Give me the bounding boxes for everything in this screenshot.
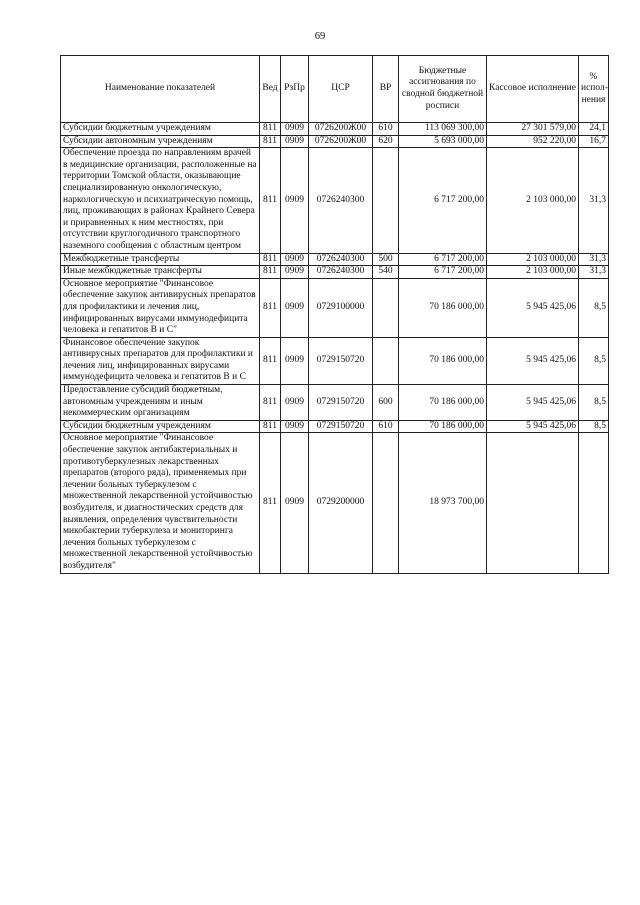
cell-budget: 6 717 200,00	[399, 253, 487, 266]
page-number: 69	[314, 31, 326, 42]
header-budget-allocations: Бюджетные ассигнования по сводной бюджетной росписи	[399, 56, 487, 123]
cell-vr: 610	[373, 420, 399, 433]
cell-csr: 0729200000	[309, 433, 373, 573]
cell-vr	[373, 337, 399, 384]
cell-vr: 620	[373, 135, 399, 148]
cell-ved: 811	[260, 337, 281, 384]
cell-budget: 6 717 200,00	[399, 148, 487, 253]
cell-csr: 0726200Ж00	[309, 123, 373, 136]
table-row	[61, 266, 609, 279]
header-vr: ВР	[373, 56, 399, 123]
cell-pct: 8,5	[579, 337, 609, 384]
cell-ved: 811	[260, 135, 281, 148]
cell-cash: 5 945 425,06	[487, 337, 579, 384]
cell-csr: 0726240300	[309, 253, 373, 266]
cell-ved: 811	[260, 266, 281, 279]
cell-rzpr: 0909	[281, 420, 309, 433]
cell-name: Финансовое обеспечение закупок антивирусных препаратов для профилактики и лечения лиц, инфицированных вирусами иммунодефицита человека и гепатитов В и С	[61, 337, 260, 384]
cell-pct: 8,5	[579, 385, 609, 421]
cell-ved: 811	[260, 420, 281, 433]
header-name: Наименование показателей	[61, 56, 260, 123]
cell-pct: 16,7	[579, 135, 609, 148]
table-row	[61, 253, 609, 266]
cell-cash: 27 301 579,00	[487, 123, 579, 136]
cell-name: Обеспечение проезда по направлениям врачей в медицинские организации, расположенные на территории Томской области, оказывающие специализированную онкологическую, наркологическую и психиатрическую помощь, лиц, проживающих в районах Крайнего Севера и приравненных к ним местностях, при отсутствии круглогодичного транспортного наземного сообщения с областным центром	[61, 148, 260, 253]
cell-pct	[579, 433, 609, 573]
cell-rzpr: 0909	[281, 385, 309, 421]
cell-pct: 24,1	[579, 123, 609, 136]
cell-ved: 811	[260, 123, 281, 136]
budget-execution-table	[60, 55, 609, 574]
cell-vr	[373, 278, 399, 337]
cell-csr: 0729100000	[309, 278, 373, 337]
cell-pct: 8,5	[579, 420, 609, 433]
cell-rzpr: 0909	[281, 123, 309, 136]
table-row	[61, 123, 609, 136]
header-ved: Вед	[260, 56, 281, 123]
cell-name: Основное мероприятие "Финансовое обеспечение закупок антивирусных препаратов для профилактики и лечения лиц, инфицированных вирусами иммунодефицита человека и гепатитов В и С"	[61, 278, 260, 337]
cell-pct: 31,3	[579, 148, 609, 253]
table-row	[61, 420, 609, 433]
header-execution-percent: % испол-нения	[579, 56, 609, 123]
table-row	[61, 135, 609, 148]
cell-cash: 952 220,00	[487, 135, 579, 148]
header-cash-execution: Кассовое исполнение	[487, 56, 579, 123]
table-row	[61, 337, 609, 384]
cell-pct: 8,5	[579, 278, 609, 337]
cell-pct: 31,3	[579, 266, 609, 279]
cell-vr: 600	[373, 385, 399, 421]
cell-cash: 2 103 000,00	[487, 148, 579, 253]
cell-budget: 70 186 000,00	[399, 385, 487, 421]
cell-name: Межбюджетные трансферты	[61, 253, 260, 266]
table-header-row	[61, 56, 609, 123]
cell-rzpr: 0909	[281, 148, 309, 253]
cell-cash: 2 103 000,00	[487, 253, 579, 266]
table-row	[61, 148, 609, 253]
cell-rzpr: 0909	[281, 135, 309, 148]
cell-vr: 540	[373, 266, 399, 279]
cell-name: Иные межбюджетные трансферты	[61, 266, 260, 279]
cell-vr	[373, 433, 399, 573]
cell-ved: 811	[260, 278, 281, 337]
table-row	[61, 433, 609, 573]
cell-ved: 811	[260, 433, 281, 573]
cell-budget: 70 186 000,00	[399, 420, 487, 433]
cell-rzpr: 0909	[281, 278, 309, 337]
cell-name: Субсидии бюджетным учреждениям	[61, 123, 260, 136]
cell-rzpr: 0909	[281, 433, 309, 573]
cell-name: Субсидии автономным учреждениям	[61, 135, 260, 148]
cell-ved: 811	[260, 385, 281, 421]
cell-cash: 5 945 425,06	[487, 385, 579, 421]
header-csr: ЦСР	[309, 56, 373, 123]
cell-rzpr: 0909	[281, 266, 309, 279]
cell-cash	[487, 433, 579, 573]
cell-vr	[373, 148, 399, 253]
cell-vr: 500	[373, 253, 399, 266]
cell-name: Предоставление субсидий бюджетным, автономным учреждениям и иным некоммерческим организациям	[61, 385, 260, 421]
cell-csr: 0729150720	[309, 337, 373, 384]
cell-name: Основное мероприятие "Финансовое обеспечение закупок антибактериальных и противотуберкулезных лекарственных препаратов (второго ряда), применяемых при лечении больных туберкулезом с множественной лекарственной устойчивостью возбудителя, и диагностических средств для выявления, определения чувствительности микобактерии туберкулеза и мониторинга лечения больных туберкулезом с множественной лекарственной устойчивостью возбудителя"	[61, 433, 260, 573]
table-row	[61, 385, 609, 421]
cell-budget: 6 717 200,00	[399, 266, 487, 279]
cell-budget: 5 693 000,00	[399, 135, 487, 148]
cell-ved: 811	[260, 148, 281, 253]
cell-vr: 610	[373, 123, 399, 136]
cell-budget: 70 186 000,00	[399, 337, 487, 384]
cell-csr: 0726200Ж00	[309, 135, 373, 148]
header-rzpr: РзПр	[281, 56, 309, 123]
cell-csr: 0726240300	[309, 148, 373, 253]
cell-csr: 0729150720	[309, 420, 373, 433]
cell-cash: 2 103 000,00	[487, 266, 579, 279]
cell-budget: 18 973 700,00	[399, 433, 487, 573]
cell-csr: 0729150720	[309, 385, 373, 421]
cell-rzpr: 0909	[281, 253, 309, 266]
cell-budget: 70 186 000,00	[399, 278, 487, 337]
cell-budget: 113 069 300,00	[399, 123, 487, 136]
cell-name: Субсидии бюджетным учреждениям	[61, 420, 260, 433]
cell-csr: 0726240300	[309, 266, 373, 279]
cell-ved: 811	[260, 253, 281, 266]
cell-pct: 31,3	[579, 253, 609, 266]
cell-cash: 5 945 425,06	[487, 420, 579, 433]
cell-rzpr: 0909	[281, 337, 309, 384]
cell-cash: 5 945 425,06	[487, 278, 579, 337]
table-row	[61, 278, 609, 337]
